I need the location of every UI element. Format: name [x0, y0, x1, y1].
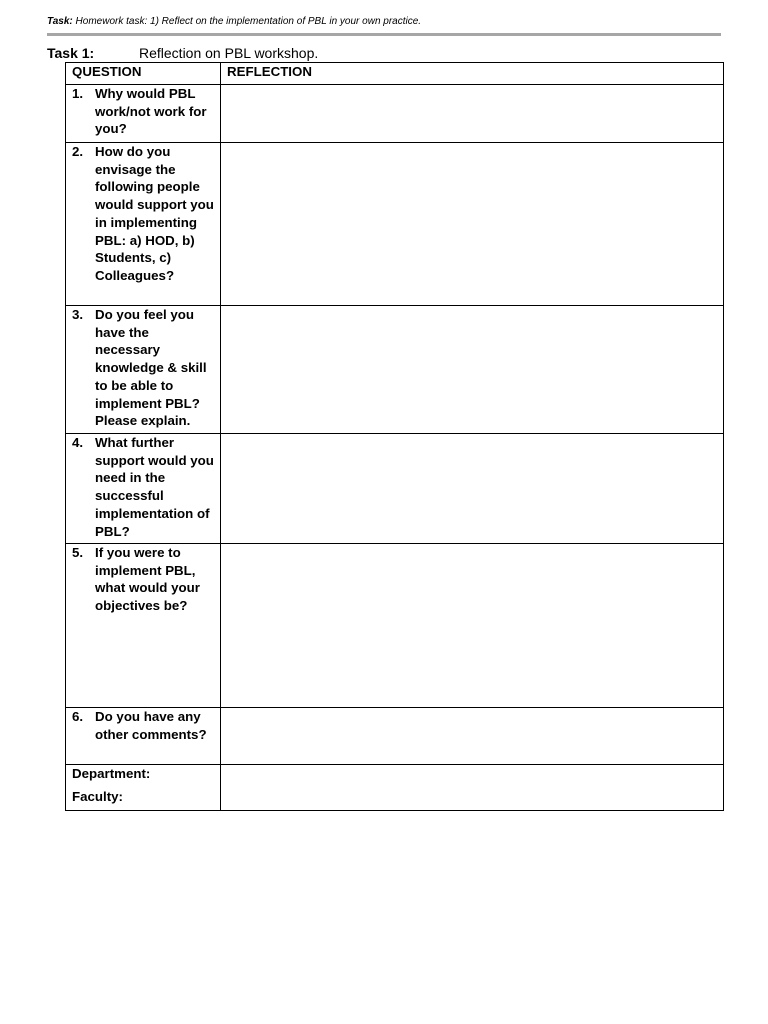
table-row: [66, 306, 724, 434]
table-row: [66, 434, 724, 544]
question-text: What further support would you need in the successful implementation of PBL?: [95, 435, 214, 539]
question-text: If you were to implement PBL, what would your objectives be?: [95, 545, 200, 614]
reflection-cell-3[interactable]: [221, 306, 724, 434]
question-number: 4.: [72, 435, 84, 450]
page-header: [47, 15, 721, 29]
department-faculty-value-cell[interactable]: [221, 765, 724, 811]
question-text: Why would PBL work/not work for you?: [95, 86, 207, 137]
question-cell: [66, 544, 221, 708]
reflection-cell-5[interactable]: [221, 544, 724, 708]
faculty-label: Faculty:: [72, 788, 123, 804]
question-cell: [66, 143, 221, 306]
task-title: Reflection on PBL workshop.: [139, 45, 319, 61]
question-text: Do you feel you have the necessary knowledge & skill to be able to implement PBL? Please explain.: [95, 307, 207, 429]
table-footer-row: [66, 765, 724, 811]
reflection-column-header: REFLECTION: [221, 63, 724, 85]
header-lead: Task:: [47, 16, 73, 27]
reflection-table: [65, 62, 724, 811]
table-row: [66, 708, 724, 765]
reflection-cell-6[interactable]: [221, 708, 724, 765]
department-label: Department:: [72, 766, 151, 781]
question-number: 6.: [72, 709, 84, 724]
reflection-cell-1[interactable]: [221, 85, 724, 143]
reflection-cell-4[interactable]: [221, 434, 724, 544]
question-number: 5.: [72, 545, 84, 560]
department-faculty-cell: [66, 765, 221, 811]
question-cell: [66, 708, 221, 765]
task-title-line: [47, 45, 318, 62]
table-header-row: [66, 63, 724, 85]
question-text: Do you have any other comments?: [95, 709, 207, 742]
table-row: [66, 85, 724, 143]
question-number: 2.: [72, 144, 84, 159]
task-label: Task 1:: [47, 45, 95, 61]
question-cell: [66, 85, 221, 143]
question-column-header: QUESTION: [66, 63, 221, 85]
reflection-cell-2[interactable]: [221, 143, 724, 306]
question-cell: [66, 306, 221, 434]
question-cell: [66, 434, 221, 544]
question-number: 3.: [72, 307, 84, 322]
table-row: [66, 544, 724, 708]
question-number: 1.: [72, 86, 84, 101]
header-text: Homework task: 1) Reflect on the implementation of PBL in your own practice.: [75, 16, 422, 27]
header-rule: [47, 33, 721, 36]
question-text: How do you envisage the following people would support you in implementing PBL: a) HOD, b) Students, c) Colleagues?: [95, 144, 214, 283]
table-row: [66, 143, 724, 306]
